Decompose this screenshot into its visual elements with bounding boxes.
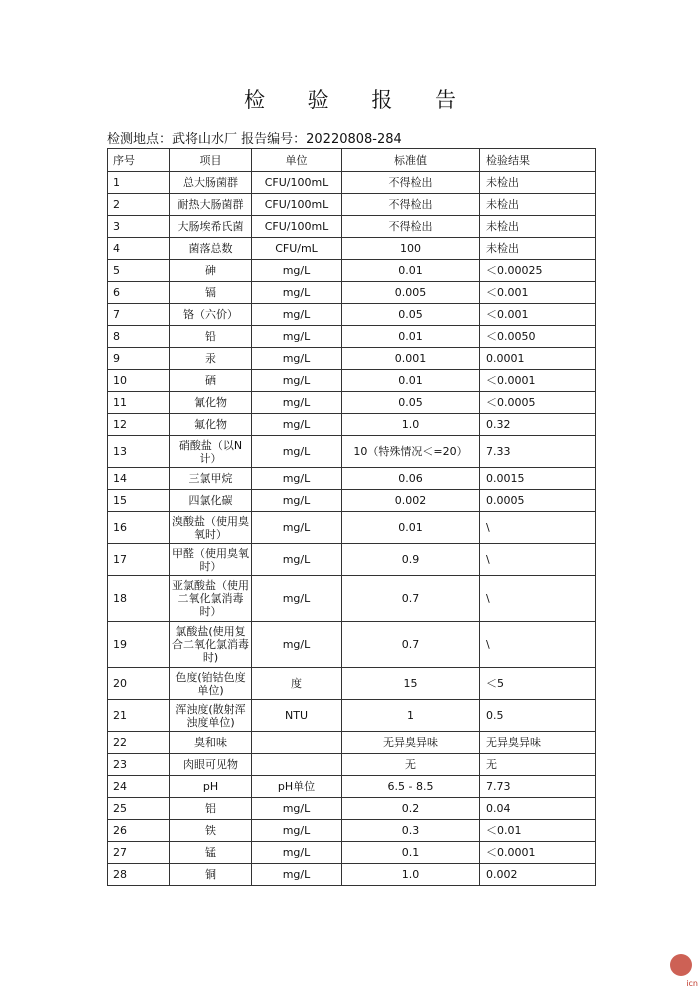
row-index: 12 xyxy=(108,414,170,436)
row-index: 1 xyxy=(108,172,170,194)
row-result: \ xyxy=(480,512,596,544)
row-unit: mg/L xyxy=(252,490,342,512)
row-index: 16 xyxy=(108,512,170,544)
row-standard: 0.01 xyxy=(342,326,480,348)
table-header-row xyxy=(108,149,596,172)
row-item: 铜 xyxy=(170,864,252,886)
row-item: 硒 xyxy=(170,370,252,392)
row-index: 20 xyxy=(108,668,170,700)
table-row xyxy=(108,348,596,370)
row-result: 未检出 xyxy=(480,194,596,216)
row-item: 硝酸盐（以N计） xyxy=(170,436,252,468)
row-standard: 0.3 xyxy=(342,820,480,842)
row-item: 铁 xyxy=(170,820,252,842)
row-item: 甲醛（使用臭氧时） xyxy=(170,544,252,576)
row-index: 3 xyxy=(108,216,170,238)
row-standard: 10（特殊情况＜=20） xyxy=(342,436,480,468)
header-unit: 单位 xyxy=(252,149,342,172)
row-index: 25 xyxy=(108,798,170,820)
row-index: 15 xyxy=(108,490,170,512)
row-item: 氰化物 xyxy=(170,392,252,414)
row-unit: mg/L xyxy=(252,576,342,622)
row-unit: mg/L xyxy=(252,282,342,304)
row-index: 10 xyxy=(108,370,170,392)
row-unit: CFU/100mL xyxy=(252,216,342,238)
row-standard: 不得检出 xyxy=(342,194,480,216)
row-standard: 0.01 xyxy=(342,512,480,544)
row-item: 汞 xyxy=(170,348,252,370)
header-result: 检验结果 xyxy=(480,149,596,172)
results-table xyxy=(107,148,596,886)
row-result: \ xyxy=(480,576,596,622)
table-row xyxy=(108,754,596,776)
row-index: 2 xyxy=(108,194,170,216)
row-item: 大肠埃希氏菌 xyxy=(170,216,252,238)
row-result: 未检出 xyxy=(480,216,596,238)
row-item: pH xyxy=(170,776,252,798)
table-row xyxy=(108,392,596,414)
row-item: 溴酸盐（使用臭氧时） xyxy=(170,512,252,544)
header-index: 序号 xyxy=(108,149,170,172)
table-row xyxy=(108,436,596,468)
row-standard: 0.01 xyxy=(342,370,480,392)
table-row xyxy=(108,194,596,216)
row-result: 0.0005 xyxy=(480,490,596,512)
page-title: 检 验 报 告 xyxy=(243,88,475,112)
row-unit: mg/L xyxy=(252,370,342,392)
row-standard: 0.9 xyxy=(342,544,480,576)
row-result: 无 xyxy=(480,754,596,776)
table-row xyxy=(108,468,596,490)
row-result: \ xyxy=(480,544,596,576)
row-standard: 无异臭异味 xyxy=(342,732,480,754)
table-row xyxy=(108,622,596,668)
row-standard: 0.1 xyxy=(342,842,480,864)
row-index: 22 xyxy=(108,732,170,754)
row-index: 21 xyxy=(108,700,170,732)
row-item: 耐热大肠菌群 xyxy=(170,194,252,216)
table-row xyxy=(108,668,596,700)
row-unit: CFU/100mL xyxy=(252,194,342,216)
table-row xyxy=(108,864,596,886)
row-result: 0.0001 xyxy=(480,348,596,370)
table-row xyxy=(108,732,596,754)
table-row xyxy=(108,216,596,238)
row-unit: CFU/mL xyxy=(252,238,342,260)
row-result: ＜0.0005 xyxy=(480,392,596,414)
row-result: 0.0015 xyxy=(480,468,596,490)
row-item: 氟化物 xyxy=(170,414,252,436)
row-result: ＜0.001 xyxy=(480,304,596,326)
row-standard: 1.0 xyxy=(342,864,480,886)
row-standard: 100 xyxy=(342,238,480,260)
row-standard: 0.002 xyxy=(342,490,480,512)
row-unit: mg/L xyxy=(252,348,342,370)
row-result: \ xyxy=(480,622,596,668)
row-result: ＜0.0001 xyxy=(480,842,596,864)
row-index: 4 xyxy=(108,238,170,260)
row-standard: 1.0 xyxy=(342,414,480,436)
row-index: 11 xyxy=(108,392,170,414)
row-standard: 1 xyxy=(342,700,480,732)
row-unit: mg/L xyxy=(252,260,342,282)
table-row xyxy=(108,820,596,842)
row-standard: 0.01 xyxy=(342,260,480,282)
row-unit: mg/L xyxy=(252,622,342,668)
row-result: ＜0.00025 xyxy=(480,260,596,282)
row-standard: 0.06 xyxy=(342,468,480,490)
row-result: 0.002 xyxy=(480,864,596,886)
row-unit: mg/L xyxy=(252,842,342,864)
row-item: 三氯甲烷 xyxy=(170,468,252,490)
table-row xyxy=(108,512,596,544)
row-item: 菌落总数 xyxy=(170,238,252,260)
row-unit: mg/L xyxy=(252,512,342,544)
row-unit xyxy=(252,754,342,776)
row-standard: 不得检出 xyxy=(342,216,480,238)
table-row xyxy=(108,304,596,326)
row-result: ＜0.01 xyxy=(480,820,596,842)
table-row xyxy=(108,260,596,282)
row-index: 27 xyxy=(108,842,170,864)
row-result: 未检出 xyxy=(480,172,596,194)
row-index: 18 xyxy=(108,576,170,622)
row-unit: mg/L xyxy=(252,392,342,414)
table-row xyxy=(108,370,596,392)
row-index: 14 xyxy=(108,468,170,490)
row-index: 8 xyxy=(108,326,170,348)
row-standard: 不得检出 xyxy=(342,172,480,194)
row-unit: NTU xyxy=(252,700,342,732)
row-result: 7.73 xyxy=(480,776,596,798)
table-row xyxy=(108,172,596,194)
row-index: 7 xyxy=(108,304,170,326)
report-meta: 检测地点：武将山水厂 报告编号：20220808-284 xyxy=(107,132,402,147)
row-standard: 0.2 xyxy=(342,798,480,820)
table-row xyxy=(108,414,596,436)
row-item: 色度(铂钴色度单位) xyxy=(170,668,252,700)
row-result: 0.32 xyxy=(480,414,596,436)
row-item: 氯酸盐(使用复合二氧化氯消毒时) xyxy=(170,622,252,668)
row-item: 铝 xyxy=(170,798,252,820)
header-standard: 标准值 xyxy=(342,149,480,172)
row-result: ＜0.0050 xyxy=(480,326,596,348)
table-row xyxy=(108,798,596,820)
row-item: 镉 xyxy=(170,282,252,304)
row-standard: 15 xyxy=(342,668,480,700)
row-index: 6 xyxy=(108,282,170,304)
row-unit: mg/L xyxy=(252,864,342,886)
row-index: 5 xyxy=(108,260,170,282)
row-standard: 0.005 xyxy=(342,282,480,304)
row-standard: 0.001 xyxy=(342,348,480,370)
row-unit: pH单位 xyxy=(252,776,342,798)
table-row xyxy=(108,576,596,622)
table-row xyxy=(108,700,596,732)
row-unit: mg/L xyxy=(252,436,342,468)
row-unit: mg/L xyxy=(252,544,342,576)
row-result: 7.33 xyxy=(480,436,596,468)
watermark-logo-icon xyxy=(670,954,692,976)
row-unit: mg/L xyxy=(252,798,342,820)
row-unit: mg/L xyxy=(252,414,342,436)
row-result: 0.04 xyxy=(480,798,596,820)
row-result: 无异臭异味 xyxy=(480,732,596,754)
row-index: 28 xyxy=(108,864,170,886)
row-item: 四氯化碳 xyxy=(170,490,252,512)
row-standard: 0.7 xyxy=(342,622,480,668)
row-standard: 0.05 xyxy=(342,304,480,326)
row-index: 9 xyxy=(108,348,170,370)
row-standard: 无 xyxy=(342,754,480,776)
row-index: 13 xyxy=(108,436,170,468)
header-item: 项目 xyxy=(170,149,252,172)
row-item: 总大肠菌群 xyxy=(170,172,252,194)
watermark-text: icn xyxy=(686,979,698,988)
row-index: 24 xyxy=(108,776,170,798)
row-item: 铅 xyxy=(170,326,252,348)
row-index: 19 xyxy=(108,622,170,668)
row-item: 臭和味 xyxy=(170,732,252,754)
row-result: 0.5 xyxy=(480,700,596,732)
table-row xyxy=(108,326,596,348)
row-standard: 0.05 xyxy=(342,392,480,414)
row-item: 肉眼可见物 xyxy=(170,754,252,776)
row-item: 亚氯酸盐（使用二氧化氯消毒时） xyxy=(170,576,252,622)
table-row xyxy=(108,842,596,864)
row-unit: mg/L xyxy=(252,304,342,326)
row-index: 26 xyxy=(108,820,170,842)
row-item: 砷 xyxy=(170,260,252,282)
row-result: 未检出 xyxy=(480,238,596,260)
row-item: 浑浊度(散射浑浊度单位) xyxy=(170,700,252,732)
row-standard: 0.7 xyxy=(342,576,480,622)
row-item: 铬（六价） xyxy=(170,304,252,326)
table-row xyxy=(108,544,596,576)
row-index: 17 xyxy=(108,544,170,576)
row-result: ＜0.001 xyxy=(480,282,596,304)
row-index: 23 xyxy=(108,754,170,776)
row-unit: 度 xyxy=(252,668,342,700)
row-standard: 6.5 - 8.5 xyxy=(342,776,480,798)
table-row xyxy=(108,238,596,260)
row-result: ＜0.0001 xyxy=(480,370,596,392)
table-row xyxy=(108,776,596,798)
table-row xyxy=(108,490,596,512)
row-unit: mg/L xyxy=(252,820,342,842)
row-unit: CFU/100mL xyxy=(252,172,342,194)
row-result: ＜5 xyxy=(480,668,596,700)
row-unit: mg/L xyxy=(252,468,342,490)
table-row xyxy=(108,282,596,304)
row-unit: mg/L xyxy=(252,326,342,348)
row-unit xyxy=(252,732,342,754)
row-item: 锰 xyxy=(170,842,252,864)
